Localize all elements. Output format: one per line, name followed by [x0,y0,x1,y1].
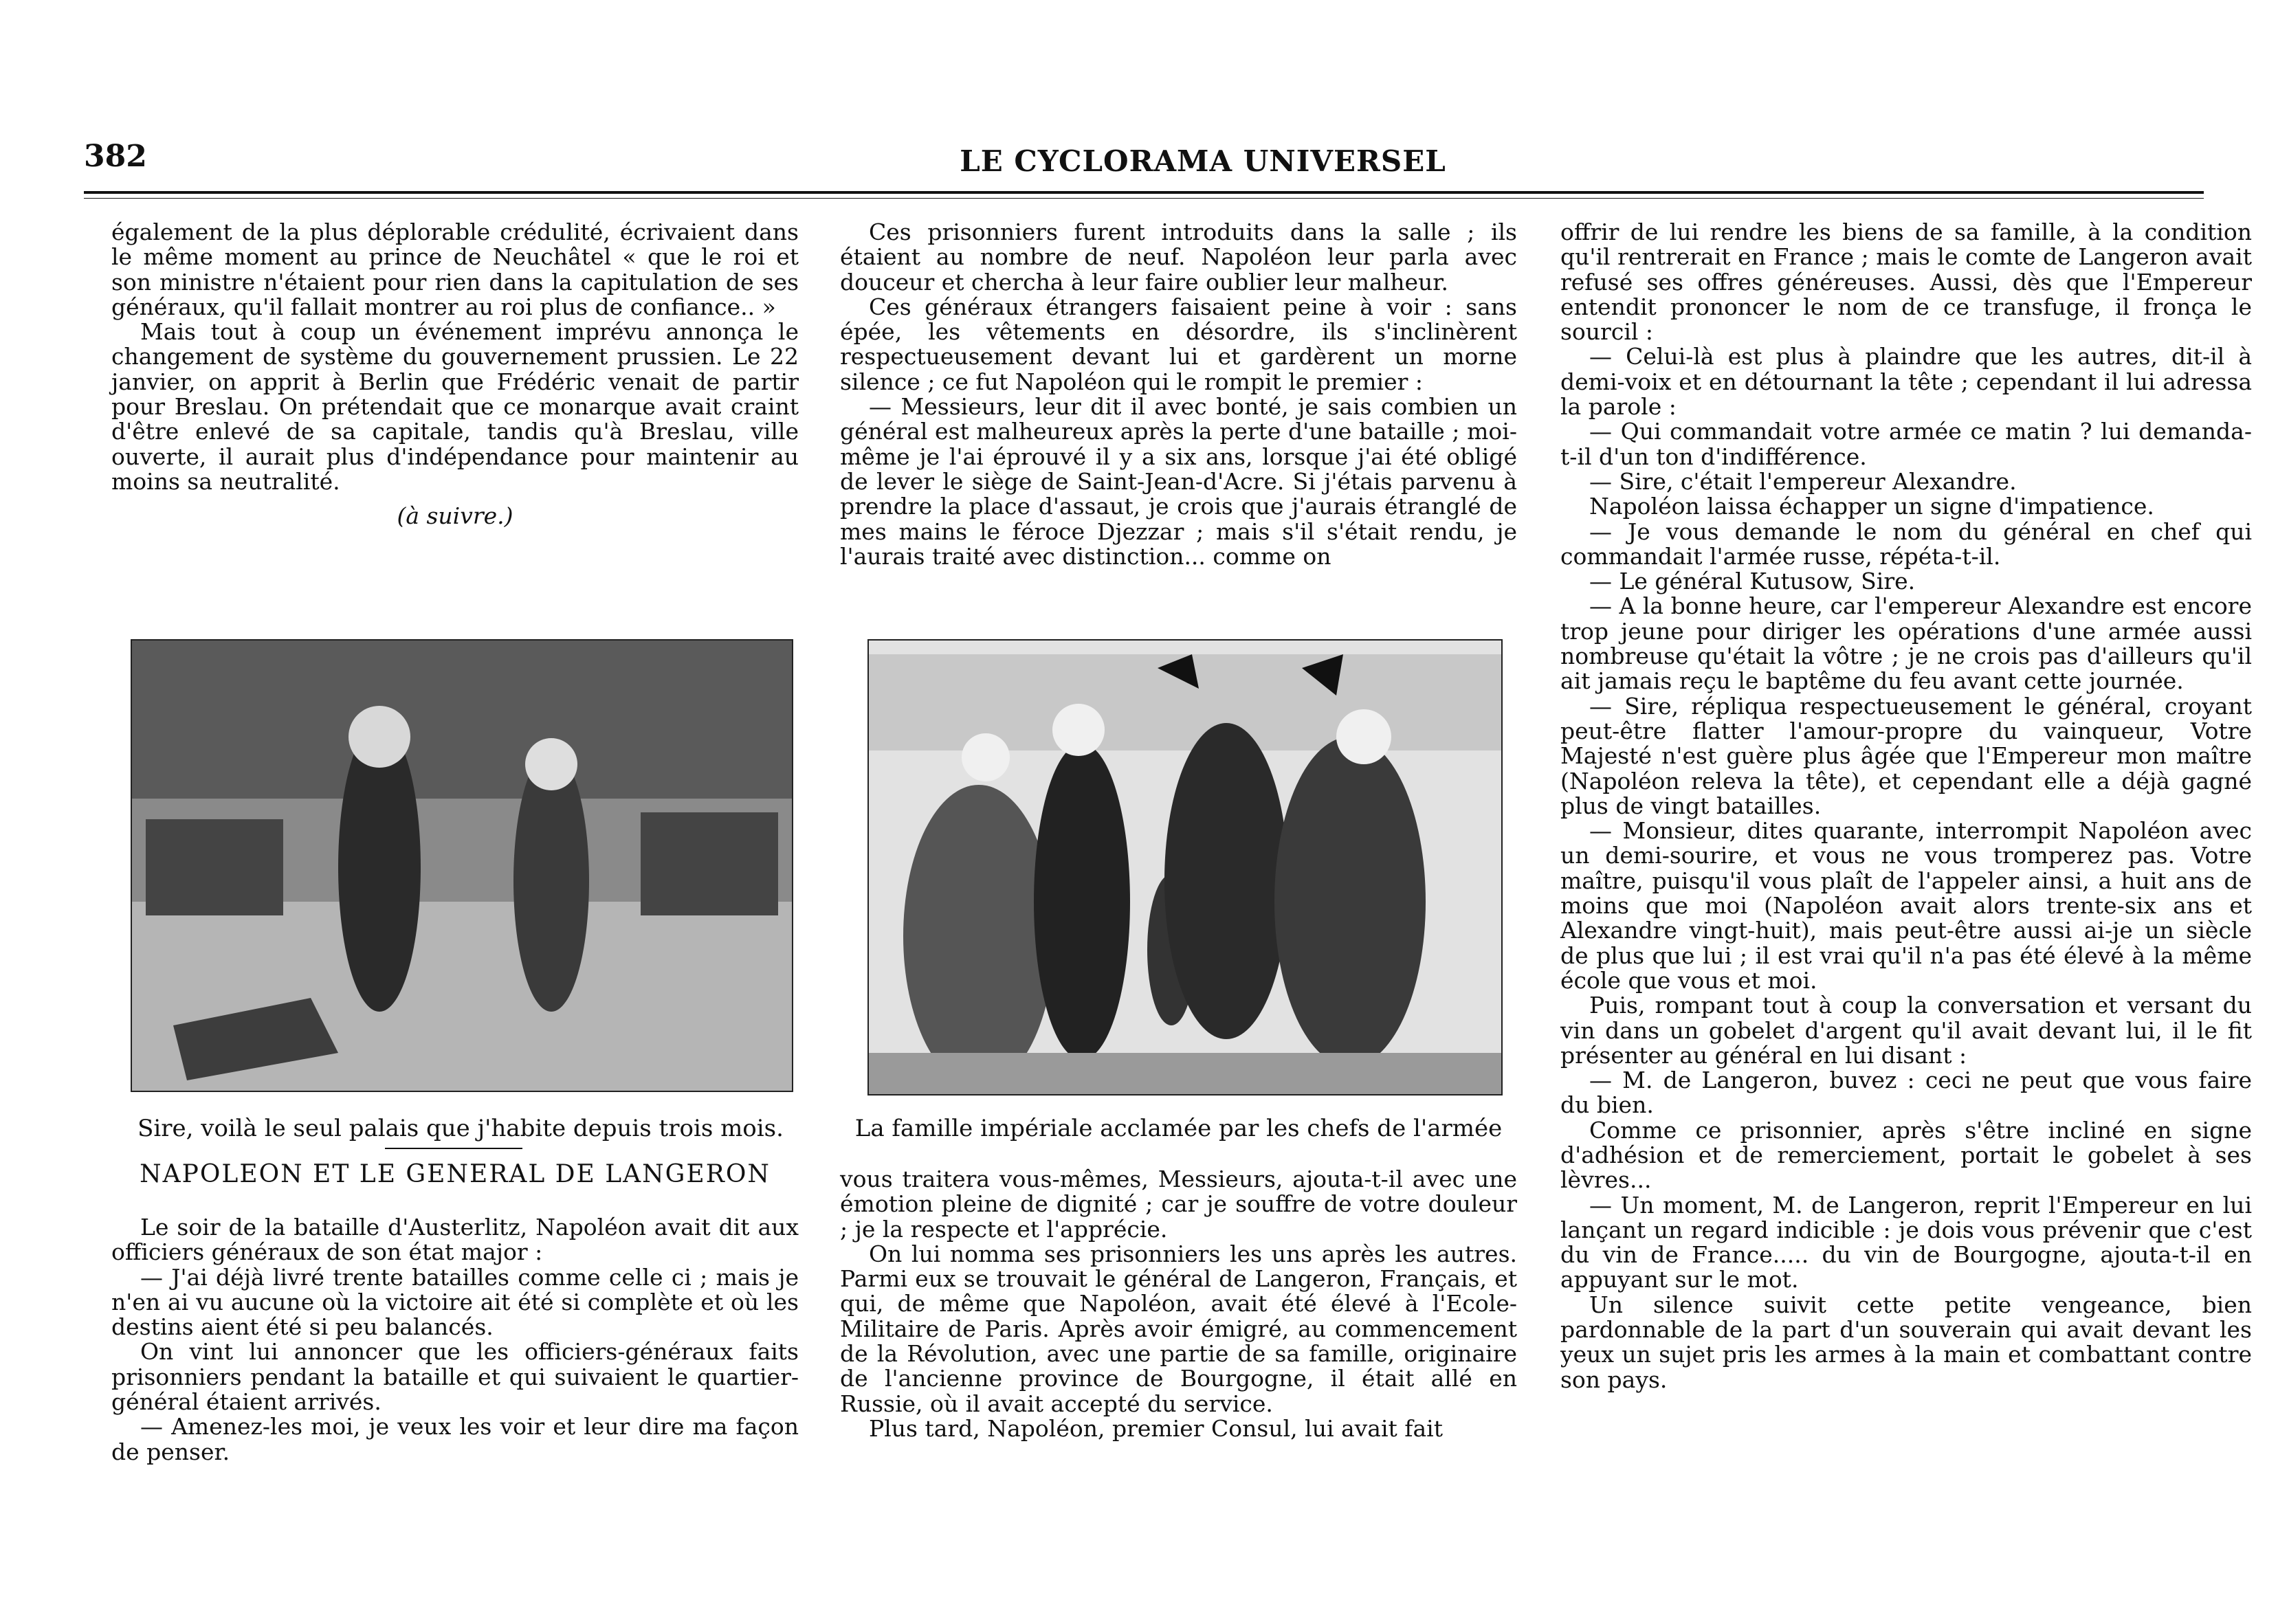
paragraph: également de la plus déplorable crédulité, écrivaient dans le même moment au prince de Neuchâtel « que le roi et son ministre n'étaient pour rien dans la capitulation de ses généraux, qu'il fallait montrer au roi plus de confiance.. » [111,219,799,320]
paragraph: — J'ai déjà livré trente batailles comme celle ci ; mais je n'en ai vu aucune où la victoire ait été si complète et où les destins aient été si peu balancés. [111,1263,799,1341]
illustration-caption-right: La famille impériale acclamée par les chefs de l'armée [854,1115,1503,1142]
paragraph: Un silence suivit cette petite vengeance, bien pardonnable de la part d'un souverain qui avait devant les yeux un sujet pris les armes à la main et combattant contre son pays. [1560,1291,2252,1393]
column-3 [1560,220,2252,1392]
paragraph: vous traitera vous-mêmes, Messieurs, ajouta-t-il avec une émotion pleine de dignité ; car je souffre de votre douleur ; je la respecte et l'apprécie. [840,1166,1517,1243]
paragraph: — Sire, répliqua respectueusement le général, croyant peut-être flatter l'amour-propre du vainqueur, Votre Majesté n'est guère plus âgée que l'Empereur mon maître (Napoléon releva la tête), et cependant elle a déjà gagné plus de vingt batailles. [1560,692,2252,819]
column-1-lower [111,1215,799,1465]
paragraph: Napoléon laissa échapper un signe d'impatience. [1589,493,2154,520]
paragraph: Comme ce prisonnier, après s'être incliné en signe d'adhésion et de remerciement, portait le gobelet à ses lèvres... [1560,1116,2252,1194]
engraving-imperial-family-icon [867,639,1503,1095]
paragraph: Ces généraux étrangers faisaient peine à voir : sans épée, les vêtements en désordre, ils s'inclinèrent respectueusement devant lui et gardèrent un morne silence ; ce fut Napoléon qui le rompit le premier : [840,293,1517,395]
page-number: 382 [84,139,147,174]
to-be-continued: (à suivre.) [397,502,513,530]
header-rule [84,191,2204,199]
section-divider [385,1148,522,1149]
paragraph: Le soir de la bataille d'Austerlitz, Napoléon avait dit aux officiers généraux de son état major : [111,1214,799,1266]
paragraph: — Sire, c'était l'empereur Alexandre. [1589,467,2017,495]
paragraph: — Messieurs, leur dit il avec bonté, je sais combien un général est malheureux après la perte d'une bataille ; moi-même je l'ai éprouvé il y a six ans, lorsque j'ai été obligé de lever le siège de Saint-Jean-d'Acre. Si j'étais parvenu à prendre la place d'assaut, je crois que j'aurais étranglé de mes mains le féroce Djezzar ; mais s'il s'était rendu, je l'aurais traité avec distinction... comme on [840,393,1517,570]
paragraph: Mais tout à coup un événement imprévu annonça le changement de système du gouvernement prussien. Le 22 janvier, on apprit à Berlin que Frédéric venait de partir pour Breslau. On prétendait que ce monarque avait craint d'être enlevé de sa capitale, tandis qu'à Breslau, ville ouverte, il aurait plus d'indépendance pour maintenir au moins sa neutralité. [111,318,799,495]
paragraph: Puis, rompant tout à coup la conversation et versant du vin dans un gobelet d'argent qu'il avait devant lui, il le fit présenter au général en lui disant : [1560,992,2252,1069]
column-2-lower [840,1167,1517,1441]
illustration-caption-left: Sire, voilà le seul palais que j'habite depuis trois mois. [137,1115,784,1142]
running-title: LE CYCLORAMA UNIVERSEL [960,144,1446,178]
paragraph: On lui nomma ses prisonniers les uns après les autres. Parmi eux se trouvait le général de Langeron, Français, et qui, de même que Napoléon, avait été élevé à l'Ecole-Militaire de Paris. Après avoir émigré, au commencement de la Révolution, avec une partie de sa famille, originaire de l'ancienne province de Bourgogne, il était allé en Russie, où il avait accepté du service. [840,1240,1517,1417]
engraving-napoleon-palace-icon [131,639,793,1092]
paragraph: — Un moment, M. de Langeron, reprit l'Empereur en lui lançant un regard indicible : je dois vous prévenir que c'est du vin de France..... du vin de Bourgogne, ajouta-t-il en appuyant sur le mot. [1560,1191,2252,1293]
paragraph: — M. de Langeron, buvez : ceci ne peut que vous faire du bien. [1560,1067,2252,1119]
paragraph: — Amenez-les moi, je veux les voir et leur dire ma façon de penser. [111,1413,799,1465]
paragraph: offrir de lui rendre les biens de sa famille, à la condition qu'il rentrerait en France ; mais le comte de Langeron avait refusé ses offres généreuses. Aussi, dès que l'Empereur entendit prononcer le nom de ce transfuge, il fronça le sourcil : [1560,219,2252,346]
paragraph: — Je vous demande le nom du général en chef qui commandait l'armée russe, répéta-t-il. [1560,518,2252,570]
paragraph: — Le général Kutusow, Sire. [1589,568,1916,595]
column-2 [840,220,1517,569]
paragraph: Ces prisonniers furent introduits dans la salle ; ils étaient au nombre de neuf. Napoléon leur parla avec douceur et chercha à leur faire oublier leur malheur. [840,219,1517,296]
paragraph: — Monsieur, dites quarante, interrompit Napoléon avec un demi-sourire, et vous ne vous tromperez pas. Votre maître, puisqu'il vous plaît de l'appeler ainsi, a huit ans de moins que moi (Napoléon avait alors trente-six ans et Alexandre vingt-huit), mais peut-être aussi ai-je un siècle de plus que lui ; il est vrai qu'il n'a pas été élevé à la même école que vous et moi. [1560,817,2252,994]
paragraph: — Qui commandait votre armée ce matin ? lui demanda-t-il d'un ton d'indifférence. [1560,418,2252,470]
paragraph: — A la bonne heure, car l'empereur Alexandre est encore trop jeune pour diriger les opérations d'une armée aussi nombreuse qu'était la vôtre ; je ne crois pas d'ailleurs qu'il ait jamais reçu le baptême du feu avant cette journée. [1560,592,2252,695]
paragraph: Plus tard, Napoléon, premier Consul, lui avait fait [869,1414,1443,1442]
section-title: NAPOLEON ET LE GENERAL DE LANGERON [140,1160,771,1188]
paragraph: — Celui-là est plus à plaindre que les autres, dit-il à demi-voix et en détournant la tête ; cependant il lui adressa la parole : [1560,343,2252,421]
column-1 [111,220,799,529]
paragraph: On vint lui annoncer que les officiers-généraux faits prisonniers pendant la bataille et qui suivaient le quartier-général étaient arrivés. [111,1338,799,1416]
